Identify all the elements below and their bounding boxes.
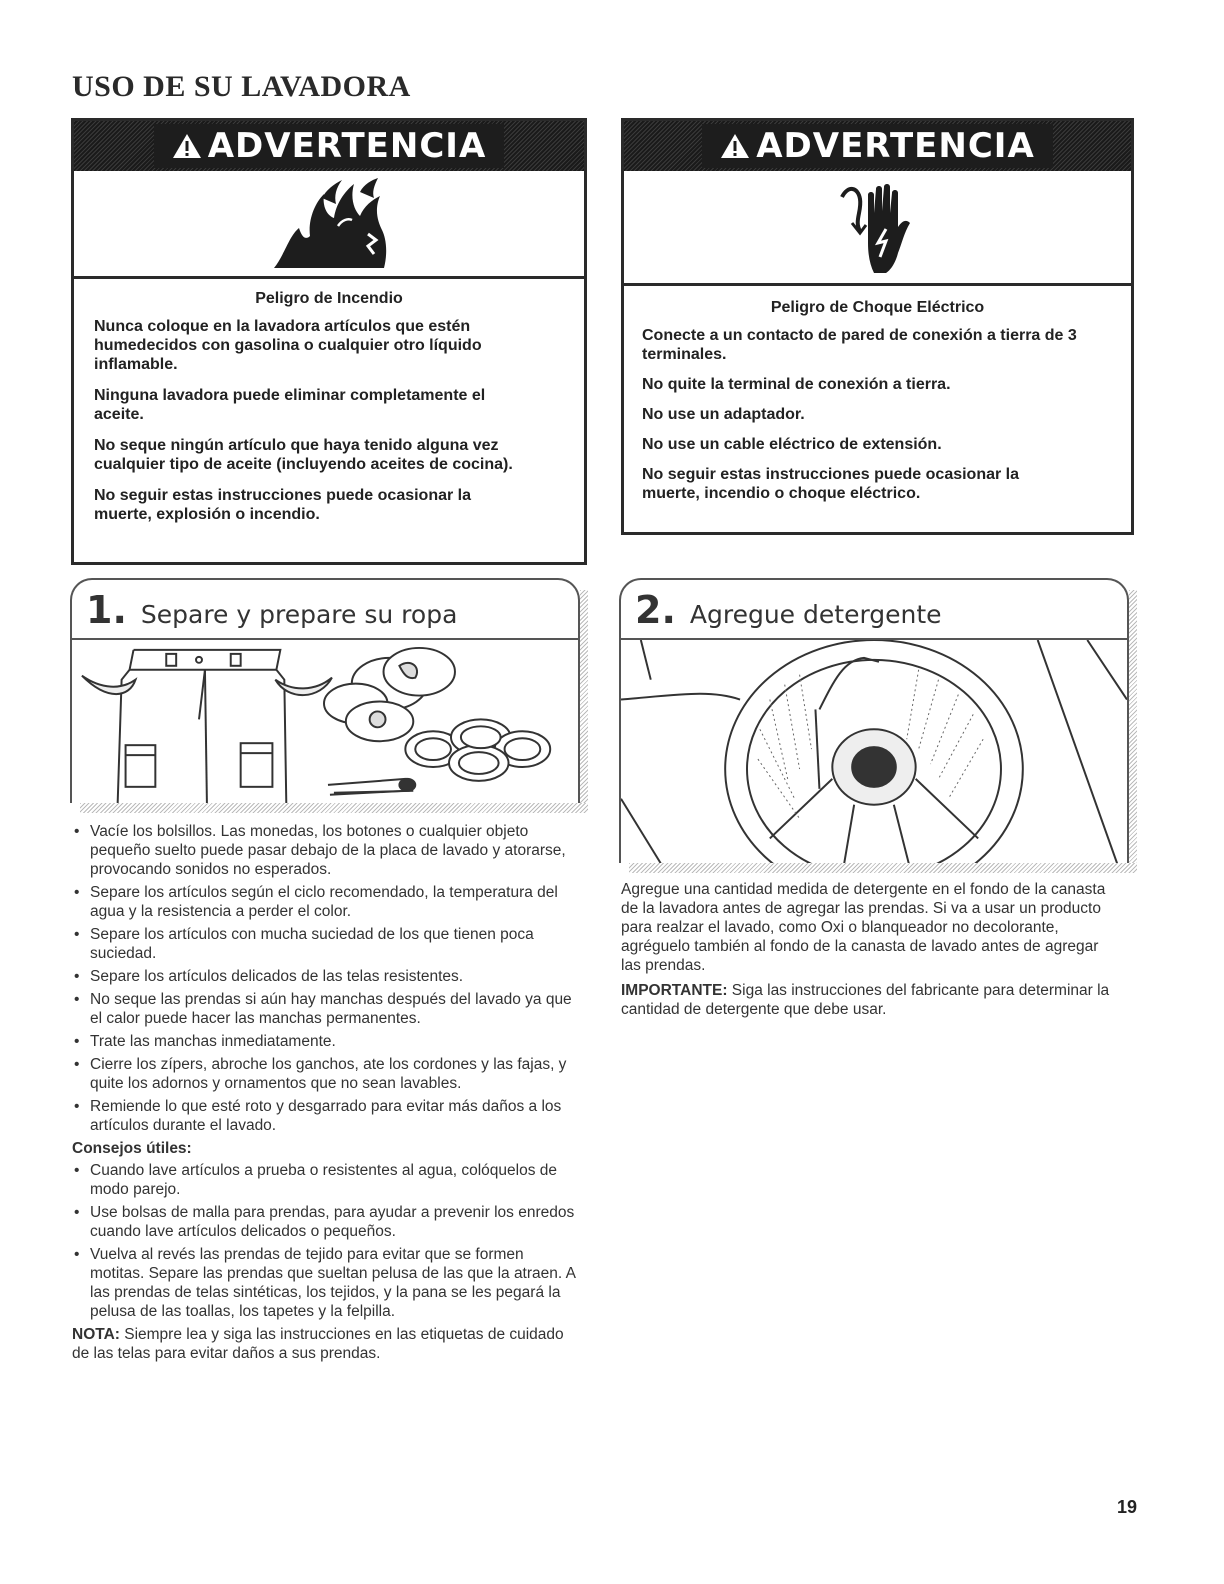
step-1-panel [70, 578, 580, 803]
warning-paragraph: Conecte a un contacto de pared de conexión a tierra de 3 terminales. [642, 327, 1077, 363]
warning-paragraph: No use un cable eléctrico de extensión. [642, 436, 942, 453]
list-item: • Vacíe los bolsillos. Las monedas, los botones o cualquier objeto pequeño suelto puede pasar debajo de la placa de lavado y atorarse, provocando sonidos no esperados. [72, 822, 582, 879]
step-title: Agregue detergente [689, 600, 942, 629]
list-item: • Remiende lo que esté roto y desgarrado para evitar más daños a los artículos durante el lavado. [72, 1097, 582, 1135]
warning-paragraph: No seguir estas instrucciones puede ocasionar la muerte, explosión o incendio. [94, 487, 472, 523]
step-2-panel [619, 578, 1129, 863]
clothes-illustration [72, 640, 578, 803]
important-paragraph [621, 981, 1121, 1019]
fire-warning-box [71, 118, 587, 565]
warning-paragraph: Nunca coloque en la lavadora artículos que estén humedecidos con gasolina o cualquier otro líquido inflamable. [94, 318, 482, 373]
pants-illustration [82, 650, 332, 803]
page-number: 19 [1117, 1497, 1138, 1517]
important-label: IMPORTANTE: [621, 982, 728, 999]
list-item: • Separe los artículos con mucha suciedad de los que tienen poca suciedad. [72, 925, 582, 963]
list-item: • No seque las prendas si aún hay manchas después del lavado ya que el calor puede hacer las manchas permanentes. [72, 990, 582, 1028]
buttons-illustration [405, 719, 550, 781]
panel-shadow [580, 590, 588, 813]
warning-body [74, 279, 584, 524]
warning-paragraph: No use un adaptador. [642, 406, 805, 423]
step-number: 2. [635, 588, 676, 632]
warning-label: ADVERTENCIA [702, 124, 1053, 168]
panel-shadow [1129, 590, 1137, 873]
list-item: • Separe los artículos delicados de las telas resistentes. [72, 967, 582, 986]
warning-paragraph: No quite la terminal de conexión a tierra. [642, 376, 951, 393]
list-item: • Cierre los zípers, abroche los ganchos, ate los cordones y las fajas, y quite los adornos y ornamentos que no sean lavables. [72, 1055, 582, 1093]
coins-illustration [324, 648, 455, 741]
list-item: • Trate las manchas inmediatamente. [72, 1032, 582, 1051]
warning-triangle-icon [720, 132, 750, 160]
warning-symbol-area [624, 171, 1131, 286]
page-title: USO DE SU LAVADORA [72, 70, 411, 103]
warning-paragraph: Ninguna lavadora puede eliminar completamente el aceite. [94, 387, 486, 423]
step-2-instructions [621, 880, 1121, 1025]
list-item: • Use bolsas de malla para prendas, para ayudar a prevenir los enredos cuando lave artículos delicados o pequeños. [72, 1203, 582, 1241]
fire-hazard-icon [264, 176, 394, 271]
step-2-paragraph: Agregue una cantidad medida de detergente en el fondo de la canasta de la lavadora antes de agregar las prendas. Si va a usar un producto para realzar el lavado, como Oxi o blanqueador no decolorante, agréguelo también al fondo de la canasta de lavado antes de agregar las prendas. [621, 881, 1106, 974]
warning-header [74, 121, 584, 171]
note-label: NOTA: [72, 1326, 120, 1343]
safety-pins-illustration [328, 779, 415, 795]
step-heading [86, 588, 457, 632]
list-item: • Vuelva al revés las prendas de tejido para evitar que se formen motitas. Separe las prendas que sueltan pelusa de las que la atraen. A las prendas de telas sintéticas, los tejidos, y la pana se les pegará la pelusa de las toallas, los tapetes y la felpilla. [72, 1245, 582, 1321]
important-text: Siga las instrucciones del fabricante para determinar la cantidad de detergente que debe usar. [621, 982, 1110, 1018]
warning-symbol-area [74, 171, 584, 279]
washer-basket-illustration [621, 640, 1127, 863]
step-number: 1. [86, 588, 127, 632]
note-text: Siempre lea y siga las instrucciones en las etiquetas de cuidado de las telas para evitar daños a sus prendas. [72, 1326, 564, 1362]
warning-header [624, 121, 1131, 171]
step-title: Separe y prepare su ropa [140, 600, 458, 629]
warning-triangle-icon [172, 132, 202, 160]
list-item: • Separe los artículos según el ciclo recomendado, la temperatura del agua y la resistencia a perder el color. [72, 883, 582, 921]
hazard-title: Peligro de Choque Eléctrico [770, 299, 985, 316]
panel-shadow [80, 803, 588, 813]
step-heading [635, 588, 942, 632]
tips-heading: Consejos útiles: [72, 1140, 192, 1157]
step-1-bullet-list [72, 822, 582, 1135]
hazard-title: Peligro de Incendio [255, 290, 403, 307]
warning-body [624, 286, 1131, 503]
warning-paragraph: No seguir estas instrucciones puede ocasionar la muerte, incendio o choque eléctrico. [642, 466, 1020, 502]
list-item: • Cuando lave artículos a prueba o resistentes al agua, colóquelos de modo parejo. [72, 1161, 582, 1199]
warning-paragraph: No seque ningún artículo que haya tenido alguna vez cualquier tipo de aceite (incluyendo aceites de cocina). [94, 437, 513, 473]
step-1-instructions [72, 822, 582, 1363]
electric-shock-icon [838, 177, 918, 277]
tips-list [72, 1161, 582, 1321]
panel-shadow [629, 863, 1137, 873]
shock-warning-box [621, 118, 1134, 535]
warning-label: ADVERTENCIA [154, 124, 505, 168]
note-paragraph [72, 1325, 582, 1363]
